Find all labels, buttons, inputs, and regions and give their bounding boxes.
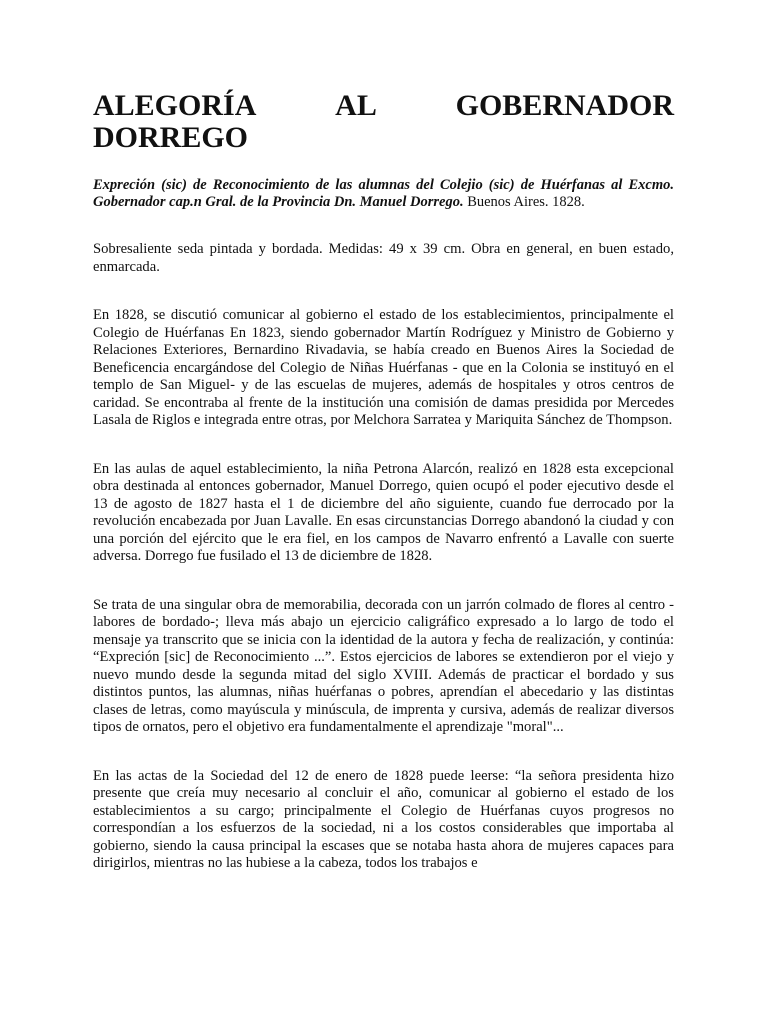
document-page <box>93 90 674 873</box>
title-word: GOBERNADOR <box>455 89 674 122</box>
paragraph: Se trata de una singular obra de memorabilia, decorada con un jarrón colmado de flores al centro -labores de bordado-; lleva más abajo un ejercicio caligráfico expresado a lo largo de todo el mensaje ya transcrito que se inicia con la identidad de la autora y fecha de realización, y continúa: “Expreción [sic] de Reconocimiento ...”. Estos ejercicios de labores se extendieron por el viejo y nuevo mundo desde la segunda mitad del siglo XVIII. Además de practicar el bordado y sus distintos puntos, las alumnas, niñas huérfanas o pobres, aprendían el abecedario y las distintas clases de letras, como mayúscula y minúscula, de imprenta y cursiva, además de realizar diversos tipos de ornatos, pero el objetivo era fundamentalmente el aprendizaje "moral"... <box>93 596 674 735</box>
spacer <box>93 430 674 461</box>
spacer <box>93 276 674 307</box>
spacer <box>93 737 674 768</box>
paragraph: Sobresaliente seda pintada y bordada. Medidas: 49 x 39 cm. Obra en general, en buen estado, enmarcada. <box>93 241 674 275</box>
paragraph: En 1828, se discutió comunicar al gobierno el estado de los establecimientos, principalmente el Colegio de Huérfanas En 1823, siendo gobernador Martín Rodríguez y Ministro de Gobierno y Relaciones Exteriores, Bernardino Rivadavia, se había creado en Buenos Aires la Sociedad de Beneficencia encargándose del Colegio de Niñas Huérfanas - que en la Colonia se instituyó en el templo de San Miguel- y de las escuelas de mujeres, además de hospitales y otros centros de caridad. Se encontraba al frente de la institución una comisión de damas presidida por Mercedes Lasala de Riglos e integrada entre otras, por Melchora Sarratea y Mariquita Sánchez de Thompson. <box>93 307 674 428</box>
document-title <box>93 90 674 154</box>
title-line-1 <box>93 90 674 122</box>
paragraph: En las aulas de aquel establecimiento, la niña Petrona Alarcón, realizó en 1828 esta excepcional obra destinada al entonces gobernador, Manuel Dorrego, quien ocupó el poder ejecutivo desde el 13 de agosto de 1827 hasta el 1 de diciembre del año siguiente, cuando fue derrocado por la revolución encabezada por Juan Lavalle. En esas circunstancias Dorrego abandonó la ciudad y con una porción del ejército que le era fiel, en los campos de Navarro enfrentó a Lavalle con suerte adversa. Dorrego fue fusilado el 13 de diciembre de 1828. <box>93 460 674 564</box>
paragraph: En las actas de la Sociedad del 12 de enero de 1828 puede leerse: “la señora presidenta hizo presente que creía muy necesario al concluir el año, comunicar al gobierno el estado de los establecimientos a su cargo; principalmente el Colegio de Huérfanas cuyos progresos no correspondían a los esfuerzos de la sociedad, ni a los costos considerables que importaba al gobierno, siendo la causa principal la escases que se notaba hasta ahora de mujeres capaces para dirigirlos, mientras no las hubiese a la cabeza, todos los trabajos e <box>93 767 674 871</box>
title-line-2: DORREGO <box>93 121 249 154</box>
subtitle-plain: Buenos Aires. 1828. <box>463 194 585 210</box>
spacer <box>93 566 674 597</box>
title-word: AL <box>335 89 377 122</box>
title-word: ALEGORÍA <box>93 89 257 122</box>
subtitle-italic: Expreción (sic) de Reconocimiento de las alumnas del Colejio (sic) de Huérfanas al Excmo. Gobernador cap.n Gral. de la Provincia Dn. Manuel Dorrego. <box>93 177 674 210</box>
spacer <box>93 211 674 241</box>
document-subtitle <box>93 177 674 211</box>
